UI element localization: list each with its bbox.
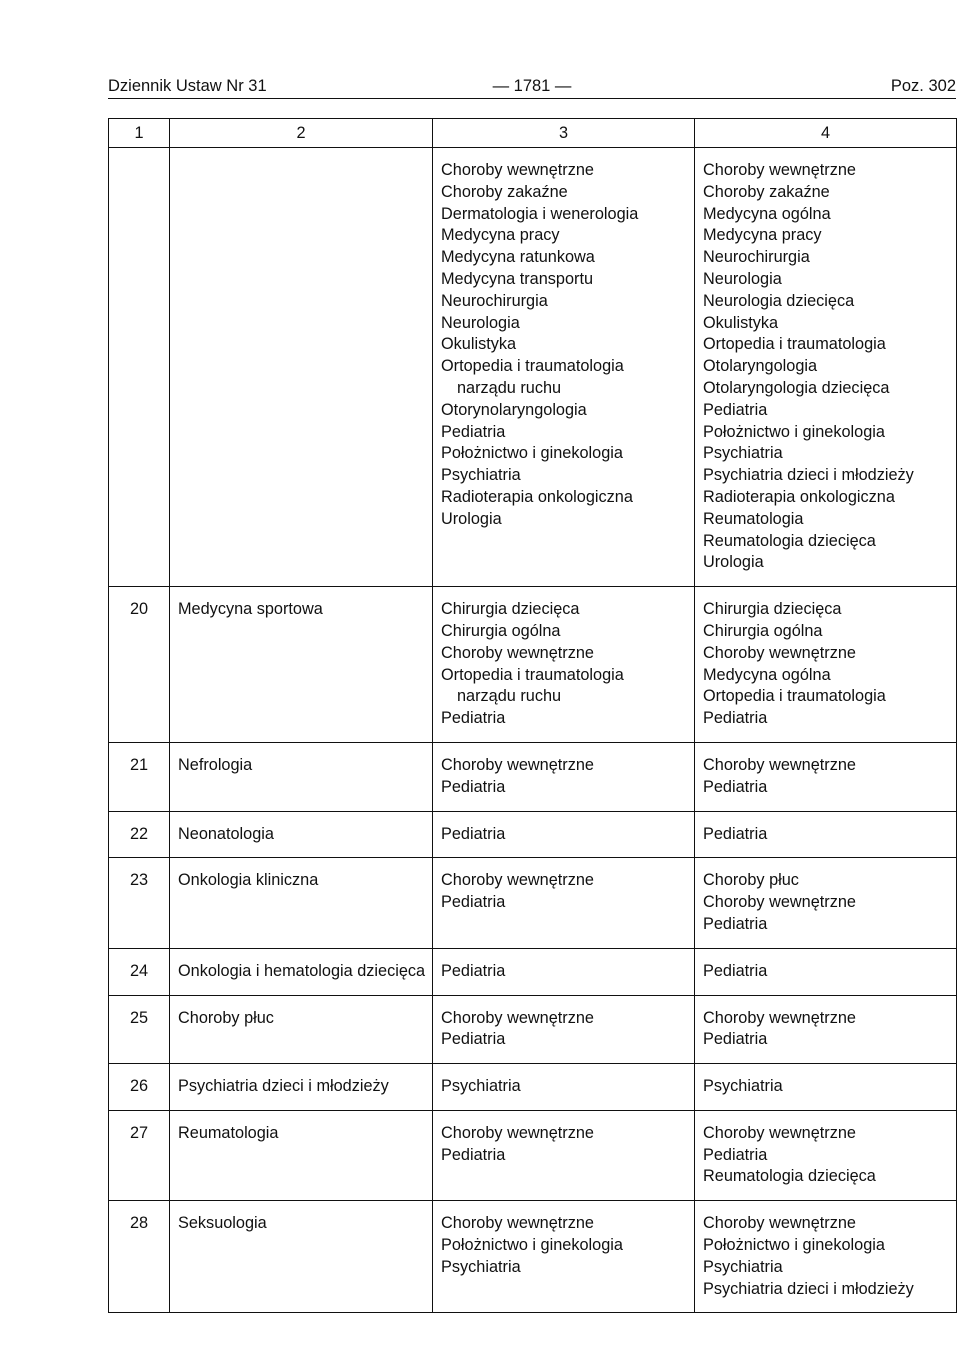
- list-item: Otolaryngologia dziecięca: [703, 378, 890, 397]
- row-number: 22: [109, 811, 170, 858]
- list-item: Urologia: [441, 509, 502, 528]
- recognized-specialties-cell: [695, 995, 957, 1064]
- list-item: Pediatria: [441, 1145, 506, 1164]
- recognized-specialties-cell: [695, 1110, 957, 1200]
- recognized-specialties-cell: [695, 1064, 957, 1111]
- header-divider: [108, 98, 956, 99]
- recognized-specialties-cell: [695, 858, 957, 948]
- page-number: — 1781 —: [492, 77, 572, 95]
- recognized-specialties-cell: [695, 742, 957, 811]
- list-item: Położnictwo i ginekologia: [441, 1236, 623, 1255]
- specialty-label: Medycyna sportowa: [178, 600, 323, 619]
- column-header: 1: [109, 119, 170, 148]
- recognized-specialties-cell: [695, 811, 957, 858]
- list-item: Pediatria: [703, 709, 768, 728]
- required-specialties-cell: [433, 587, 695, 743]
- list-item: Medycyna pracy: [703, 226, 822, 245]
- required-specialties-cell: [433, 1201, 695, 1313]
- list-item: Psychiatria: [441, 466, 521, 485]
- list-item: Medycyna pracy: [441, 226, 560, 245]
- list-item: Choroby wewnętrzne: [703, 1008, 856, 1027]
- table-row: [109, 148, 957, 587]
- specialty-name: [170, 1201, 433, 1313]
- list-item: Medycyna ratunkowa: [441, 248, 595, 267]
- specialty-label: Onkologia i hematologia dziecięca: [178, 961, 426, 980]
- list-item: Pediatria: [703, 914, 768, 933]
- row-number: 24: [109, 948, 170, 995]
- list-item: Neurologia dziecięca: [703, 291, 855, 310]
- position-number: Poz. 302: [890, 77, 956, 95]
- list-item: Choroby wewnętrzne: [441, 871, 594, 890]
- list-item: Pediatria: [441, 422, 506, 441]
- list-item: Choroby wewnętrzne: [703, 1214, 856, 1233]
- list-item: Psychiatria: [441, 1077, 521, 1096]
- list-item: narządu ruchu: [457, 687, 562, 706]
- list-item: Reumatologia dziecięca: [703, 531, 876, 550]
- list-item: narządu ruchu: [457, 378, 562, 397]
- list-item: Pediatria: [703, 824, 768, 843]
- list-item: Pediatria: [441, 893, 506, 912]
- list-item: Położnictwo i ginekologia: [441, 444, 623, 463]
- recognized-specialties-cell: [695, 148, 957, 587]
- table-row: [109, 1064, 957, 1111]
- specialty-name: [170, 1064, 433, 1111]
- specialty-name: [170, 742, 433, 811]
- specialty-name: [170, 858, 433, 948]
- list-item: Okulistyka: [441, 335, 517, 354]
- list-item: Choroby zakaźne: [441, 182, 568, 201]
- list-item: Medycyna ogólna: [703, 665, 831, 684]
- recognized-specialties-cell: [695, 587, 957, 743]
- list-item: Choroby wewnętrzne: [441, 643, 594, 662]
- list-item: Pediatria: [703, 1145, 768, 1164]
- specialty-name: [170, 148, 433, 587]
- list-item: Choroby wewnętrzne: [703, 643, 856, 662]
- list-item: Neurochirurgia: [441, 291, 548, 310]
- list-item: Chirurgia ogólna: [703, 621, 823, 640]
- specialty-label: Nefrologia: [178, 755, 253, 774]
- table-row: [109, 995, 957, 1064]
- table-row: [109, 742, 957, 811]
- list-item: Medycyna ogólna: [703, 204, 831, 223]
- list-item: Ortopedia i traumatologia: [441, 357, 624, 376]
- column-header: 2: [170, 119, 433, 148]
- table-row: [109, 858, 957, 948]
- specialty-label: Neonatologia: [178, 824, 274, 843]
- list-item: Radioterapia onkologiczna: [703, 487, 895, 506]
- required-specialties-cell: [433, 742, 695, 811]
- list-item: Ortopedia i traumatologia: [703, 687, 886, 706]
- column-header: 4: [695, 119, 957, 148]
- required-specialties-cell: [433, 858, 695, 948]
- specialty-name: [170, 587, 433, 743]
- row-number: 23: [109, 858, 170, 948]
- list-item: Dermatologia i wenerologia: [441, 204, 639, 223]
- table-header-row: [109, 119, 957, 148]
- list-item: Neurologia: [441, 313, 520, 332]
- list-item: Psychiatria: [703, 444, 783, 463]
- list-item: Psychiatria dzieci i młodzieży: [703, 1279, 914, 1298]
- list-item: Psychiatria dzieci i młodzieży: [703, 466, 914, 485]
- required-specialties-cell: [433, 995, 695, 1064]
- table-row: [109, 948, 957, 995]
- list-item: Psychiatria: [703, 1257, 783, 1276]
- row-number: [109, 148, 170, 587]
- list-item: Reumatologia dziecięca: [703, 1167, 876, 1186]
- list-item: Okulistyka: [703, 313, 779, 332]
- list-item: Neurochirurgia: [703, 248, 810, 267]
- table-row: [109, 587, 957, 743]
- list-item: Choroby wewnętrzne: [703, 893, 856, 912]
- recognized-specialties-cell: [695, 1201, 957, 1313]
- list-item: Położnictwo i ginekologia: [703, 1236, 885, 1255]
- required-specialties-cell: [433, 1110, 695, 1200]
- list-item: Reumatologia: [703, 509, 804, 528]
- list-item: Urologia: [703, 553, 764, 572]
- list-item: Pediatria: [703, 1030, 768, 1049]
- list-item: Choroby wewnętrzne: [441, 755, 594, 774]
- list-item: Ortopedia i traumatologia: [703, 335, 886, 354]
- required-specialties-cell: [433, 948, 695, 995]
- specialty-label: Onkologia kliniczna: [178, 871, 319, 890]
- specialty-name: [170, 811, 433, 858]
- list-item: Chirurgia ogólna: [441, 621, 561, 640]
- list-item: Neurologia: [703, 269, 782, 288]
- list-item: Pediatria: [441, 961, 506, 980]
- required-specialties-cell: [433, 148, 695, 587]
- list-item: Pediatria: [703, 961, 768, 980]
- row-number: 20: [109, 587, 170, 743]
- journal-title: Dziennik Ustaw Nr 31: [108, 77, 267, 95]
- list-item: Choroby wewnętrzne: [703, 755, 856, 774]
- list-item: Choroby wewnętrzne: [441, 161, 594, 179]
- list-item: Choroby płuc: [703, 871, 799, 890]
- row-number: 26: [109, 1064, 170, 1111]
- specialty-table: [108, 118, 957, 1313]
- row-number: 28: [109, 1201, 170, 1313]
- list-item: Radioterapia onkologiczna: [441, 487, 633, 506]
- specialty-name: [170, 995, 433, 1064]
- list-item: Otolaryngologia: [703, 357, 818, 376]
- list-item: Chirurgia dziecięca: [703, 600, 842, 619]
- table-row: [109, 1201, 957, 1313]
- list-item: Choroby wewnętrzne: [441, 1008, 594, 1027]
- recognized-specialties-cell: [695, 948, 957, 995]
- list-item: Psychiatria: [441, 1257, 521, 1276]
- list-item: Chirurgia dziecięca: [441, 600, 580, 619]
- table-row: [109, 1110, 957, 1200]
- list-item: Pediatria: [703, 777, 768, 796]
- list-item: Pediatria: [441, 1030, 506, 1049]
- specialty-label: Reumatologia: [178, 1123, 279, 1142]
- list-item: Psychiatria: [703, 1077, 783, 1096]
- required-specialties-cell: [433, 1064, 695, 1111]
- list-item: Choroby wewnętrzne: [703, 1123, 856, 1142]
- table-body: [109, 148, 957, 1313]
- specialty-label: Choroby płuc: [178, 1008, 274, 1027]
- row-number: 27: [109, 1110, 170, 1200]
- list-item: Pediatria: [441, 824, 506, 843]
- specialty-name: [170, 948, 433, 995]
- list-item: Medycyna transportu: [441, 269, 594, 288]
- list-item: Choroby zakaźne: [703, 182, 830, 201]
- list-item: Choroby wewnętrzne: [441, 1214, 594, 1233]
- list-item: Choroby wewnętrzne: [703, 161, 856, 179]
- specialty-label: Psychiatria dzieci i młodzieży: [178, 1077, 389, 1096]
- list-item: Pediatria: [441, 709, 506, 728]
- list-item: Położnictwo i ginekologia: [703, 422, 885, 441]
- list-item: Pediatria: [703, 400, 768, 419]
- specialty-label: Seksuologia: [178, 1214, 267, 1233]
- list-item: Choroby wewnętrzne: [441, 1123, 594, 1142]
- table-row: [109, 811, 957, 858]
- row-number: 25: [109, 995, 170, 1064]
- list-item: Ortopedia i traumatologia: [441, 665, 624, 684]
- column-header: 3: [433, 119, 695, 148]
- row-number: 21: [109, 742, 170, 811]
- specialty-name: [170, 1110, 433, 1200]
- list-item: Otorynolaryngologia: [441, 400, 587, 419]
- list-item: Pediatria: [441, 777, 506, 796]
- page-header: [108, 75, 956, 97]
- required-specialties-cell: [433, 811, 695, 858]
